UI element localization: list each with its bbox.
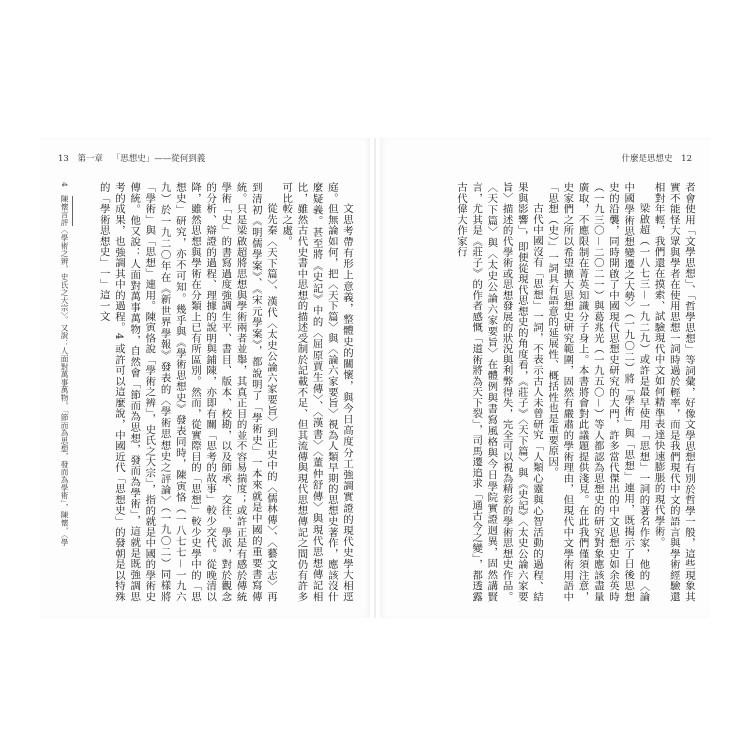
left-running-title: 「思想史」——從何到義	[111, 154, 206, 164]
footnote: 4 陳懷言評〈學術之辨，史氏之大宗〉。又說：人面對萬事萬物，「節而為思想，發而為學術」，陳懷，〈學	[60, 182, 69, 547]
right-page-number: 12	[681, 154, 692, 164]
paragraph: 從先秦〈天下篇〉、漢代〈太史公論六家要旨〉到正史中的〈儒林傳〉、〈藝文志〉再到清初《明儒學案》、《宋元學案》，都說明了「學術史」一本來就是中國的重要書寫傳統。只是梁啟超將思想與學術兩者並舉，其真正目的並不容易揣度；或許正是有感於傳統學術「史」的書寫過度強調生平、書目、版本、校勘，以及師承、交往、學派，對於觀念的分析、辯證的過程、理據的說明與鋪陳，亦即有關「思考的故事」較少交代。從晚清以降，雖然思想與學術在分類上已有所區別。然而，從實際目的「思想」較少史學中的「思想史」研究，亦不可知。幾乎與《學術思想史》發表同時，陳寅恪（一八七七－一九六九）於一九二〇年在《新世界學報》發表的〈學術思想史之評論〉（一九〇二）同樣將「學術」與「思想」連用。陳寅恪說「學術之辨」，史氏之大宗」，指的就是中國的學術史傳統。他又說：人面對萬事萬物，自然會「節而為思想，發而為學術」，這就是既強調思考的成果，也強調其中的過程。4 或許可以這麼說，中國近代「思想史」的發朝是以特殊的「學術思想史」一」這一文	[97, 182, 277, 602]
paragraph: 者會使用「文學思想」、「哲學思想」等詞彙，好像文學思想有別於哲學一般，這些現象其實不能怪大眾與學者在使用思想一詞時過於輕率，而是我們現代中文的語言與學術經驗還相對年輕，我們還在摸索、試驗現代中文如何精準表達快速膨脹的現代學術。	[652, 182, 695, 602]
left-page	[40, 138, 370, 618]
paragraph: 古代中國沒有「思想」一詞，不表示古人未曾研究「人類心靈與心智活動的過程、結果與影響」，即便從現代思想史的角度看，《莊子》〈天下篇〉與《史記》〈太史公論六家要旨〉描述的代學術或思想發展的狀況與利弊得失，完全可以視為精彩的學術思想史作品。〈天下篇〉與〈太史公論六家要旨〉在體例與書寫風格與今日學院實證迥異，固然講賢言，尤其是《莊子》的作者感慨「道術將為天下裂」，司馬遷追求「通古今之變」，都透露古代偉大作家行	[454, 182, 543, 602]
footnote-divider	[72, 196, 73, 226]
right-page-header	[615, 152, 692, 164]
book-gutter	[374, 138, 376, 618]
left-page-number: 13	[58, 154, 69, 164]
paragraph: 文思考帶有形上意義，整體史的關懷，與今日高度分工強調實證的現代史學大相逕庭。但無論如何，把〈天下篇〉與〈論六家要旨〉視為人類早期的思想史著作，應該沒什麼疑義。甚至將《史記》中的〈屈原賈生傳〉、〈漢書〉〈董仲舒傳〉與現代思想傳記相比，雖然古代史書中思想的描述受制於記載不足、但其流傳與現代思想傳記之間仍有許多可比較之處。	[280, 182, 353, 602]
right-page	[380, 138, 710, 618]
left-page-header	[58, 152, 211, 164]
right-page-body	[396, 182, 696, 602]
left-chapter-label: 第一章	[77, 154, 104, 164]
right-running-title: 什麼是思想史	[621, 154, 673, 164]
paragraph: 梁啟超（一八七三－一九二九）或許是最早使用「思想」一詞的著名作家，他的〈論中國學術思想變遷之大勢〉（一九〇二）將「學術」與「思想」連用，既揭示了日後思想史的沿襲，同時開啟了中國現代思想史研究的大門，許多當代傑出的中文思想史如余英時（一九三〇－二〇二一）與葛兆光（一九五〇－）等人都認為思想史的研究對象應該盡量廣取，不應限制在菁英知識分子身上。本書將會對此議題提供淺見。在此我們僅須注意，史家們之所以希望擴大思想史研究範圍，固然有嚴肅的學術理由，但現代中文學術用語中「思想（史）」一詞具有語意的延展性、概括性也是重要原因。	[546, 182, 650, 602]
left-page-body	[66, 182, 354, 602]
